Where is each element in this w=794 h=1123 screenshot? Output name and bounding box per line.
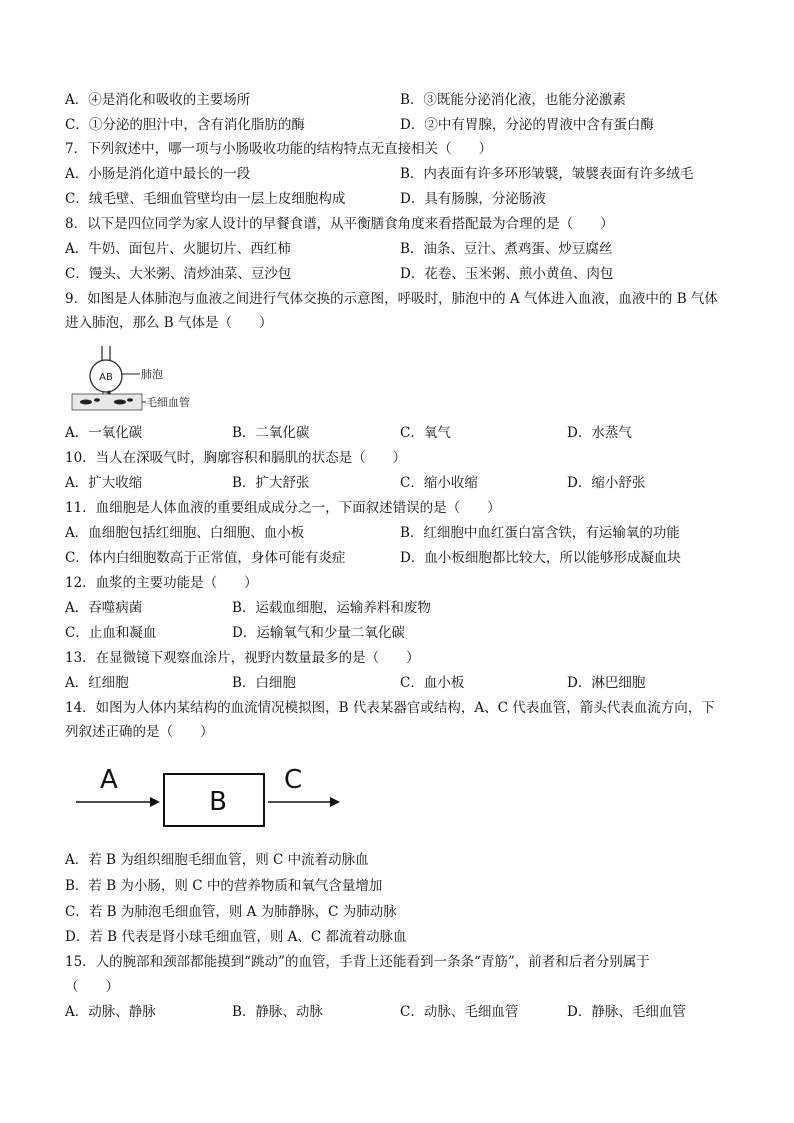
capillary-label: 毛细血管 [146,396,190,409]
q15-option-d: D．静脉、毛细血管 [567,1004,686,1020]
prev-option-b: B．③既能分泌消化液，也能分泌激素 [400,92,626,108]
q13-option-c: C．血小板 [400,675,465,691]
q7-option-b: B．内表面有许多环形皱襞，皱襞表面有许多绒毛 [400,166,694,182]
q8-option-a: A．牛奶、面包片、火腿切片、西红柿 [65,241,291,257]
diagram-label-a: A [100,765,118,795]
q9-option-b: B．二氧化碳 [232,425,310,441]
q8-option-b: B．油条、豆汁、煮鸡蛋、炒豆腐丝 [400,241,613,257]
q14-option-a: A．若 B 为组织细胞毛细血管，则 C 中流着动脉血 [65,852,369,868]
q11-option-c: C．体内白细胞数高于正常值，身体可能有炎症 [65,550,346,566]
q12-stem: 12．血浆的主要功能是（ ） [65,575,258,591]
q11-option-d: D．血小板细胞都比较大，所以能够形成凝血块 [400,550,681,566]
q13-option-d: D．淋巴细胞 [567,675,646,691]
q12-option-b: B．运载血细胞，运输养料和废物 [232,600,431,616]
q7-stem: 7．下列叙述中，哪一项与小肠吸收功能的结构特点无直接相关（ ） [65,141,493,157]
q7-option-a: A．小肠是消化道中最长的一段 [65,166,251,182]
q13-stem: 13．在显微镜下观察血涂片，视野内数量最多的是（ ） [65,650,420,666]
q14-stem-line1: 14．如图为人体内某结构的血流情况模拟图，B 代表某器官或结构，A、C 代表血管，箭头代表血流方向，下 [65,700,715,716]
prev-option-d: D．②中有胃腺，分泌的胃液中含有蛋白酶 [400,117,654,133]
q12-option-a: A．吞噬病菌 [65,600,143,616]
q10-option-d: D．缩小舒张 [567,475,646,491]
alveolus-ab-label: AB [99,372,113,383]
diagram-label-c: C [284,765,303,795]
q7-option-d: D．具有肠腺，分泌肠液 [400,191,546,207]
alveolus-label: 肺泡 [141,368,163,381]
q14-option-c: C．若 B 为肺泡毛细血管，则 A 为肺静脉，C 为肺动脉 [65,904,397,920]
q9-option-a: A．一氧化碳 [65,425,143,441]
q15-option-c: C．动脉、毛细血管 [400,1004,519,1020]
q15-stem-line2: （ ） [65,979,119,995]
q13-option-b: B．白细胞 [232,675,296,691]
q9-option-c: C．氧气 [400,425,451,441]
q15-stem-line1: 15．人的腕部和颈部都能摸到“跳动”的血管，手背上还能看到一条条“青筋”，前者和后者分别属于 [65,954,650,970]
q15-option-a: A．动脉、静脉 [65,1004,156,1020]
q14-option-d: D．若 B 代表是肾小球毛细血管，则 A、C 都流着动脉血 [65,929,407,945]
blood-flow-diagram [70,760,360,835]
q10-option-a: A．扩大收缩 [65,475,143,491]
q13-option-a: A．红细胞 [65,675,129,691]
q8-stem: 8．以下是四位同学为家人设计的早餐食谱，从平衡膳食角度来看搭配最为合理的是（ ） [65,216,614,232]
alveolus-diagram [70,340,210,415]
q8-option-c: C．馒头、大米粥、清炒油菜、豆沙包 [65,266,292,282]
q9-stem-line2: 进入肺泡，那么 B 气体是（ ） [65,315,273,331]
q10-stem: 10．当人在深吸气时，胸廓容积和膈肌的状态是（ ） [65,450,407,466]
q11-stem: 11．血细胞是人体血液的重要组成成分之一，下面叙述错误的是（ ） [65,500,501,516]
q12-option-d: D．运输氧气和少量二氧化碳 [232,625,405,641]
q14-option-b: B．若 B 为小肠，则 C 中的营养物质和氧气含量增加 [65,878,383,894]
q10-option-c: C．缩小收缩 [400,475,478,491]
prev-option-c: C．①分泌的胆汁中，含有消化脂肪的酶 [65,117,305,133]
prev-option-a: A．④是消化和吸收的主要场所 [65,92,251,108]
q12-option-c: C．止血和凝血 [65,625,157,641]
q9-stem-line1: 9．如图是人体肺泡与血液之间进行气体交换的示意图，呼吸时，肺泡中的 A 气体进入血液，血液中的 B 气体 [65,291,718,307]
q9-option-d: D．水蒸气 [567,425,632,441]
q14-stem-line2: 列叙述正确的是（ ） [65,724,214,740]
q11-option-a: A．血细胞包括红细胞、白细胞、血小板 [65,525,305,541]
q7-option-c: C．绒毛壁、毛细血管壁均由一层上皮细胞构成 [65,191,346,207]
q8-option-d: D．花卷、玉米粥、煎小黄鱼、肉包 [400,266,614,282]
q11-option-b: B．红细胞中血红蛋白富含铁，有运输氧的功能 [400,525,680,541]
q15-option-b: B．静脉、动脉 [232,1004,323,1020]
q10-option-b: B．扩大舒张 [232,475,310,491]
diagram-label-b: B [209,787,227,817]
